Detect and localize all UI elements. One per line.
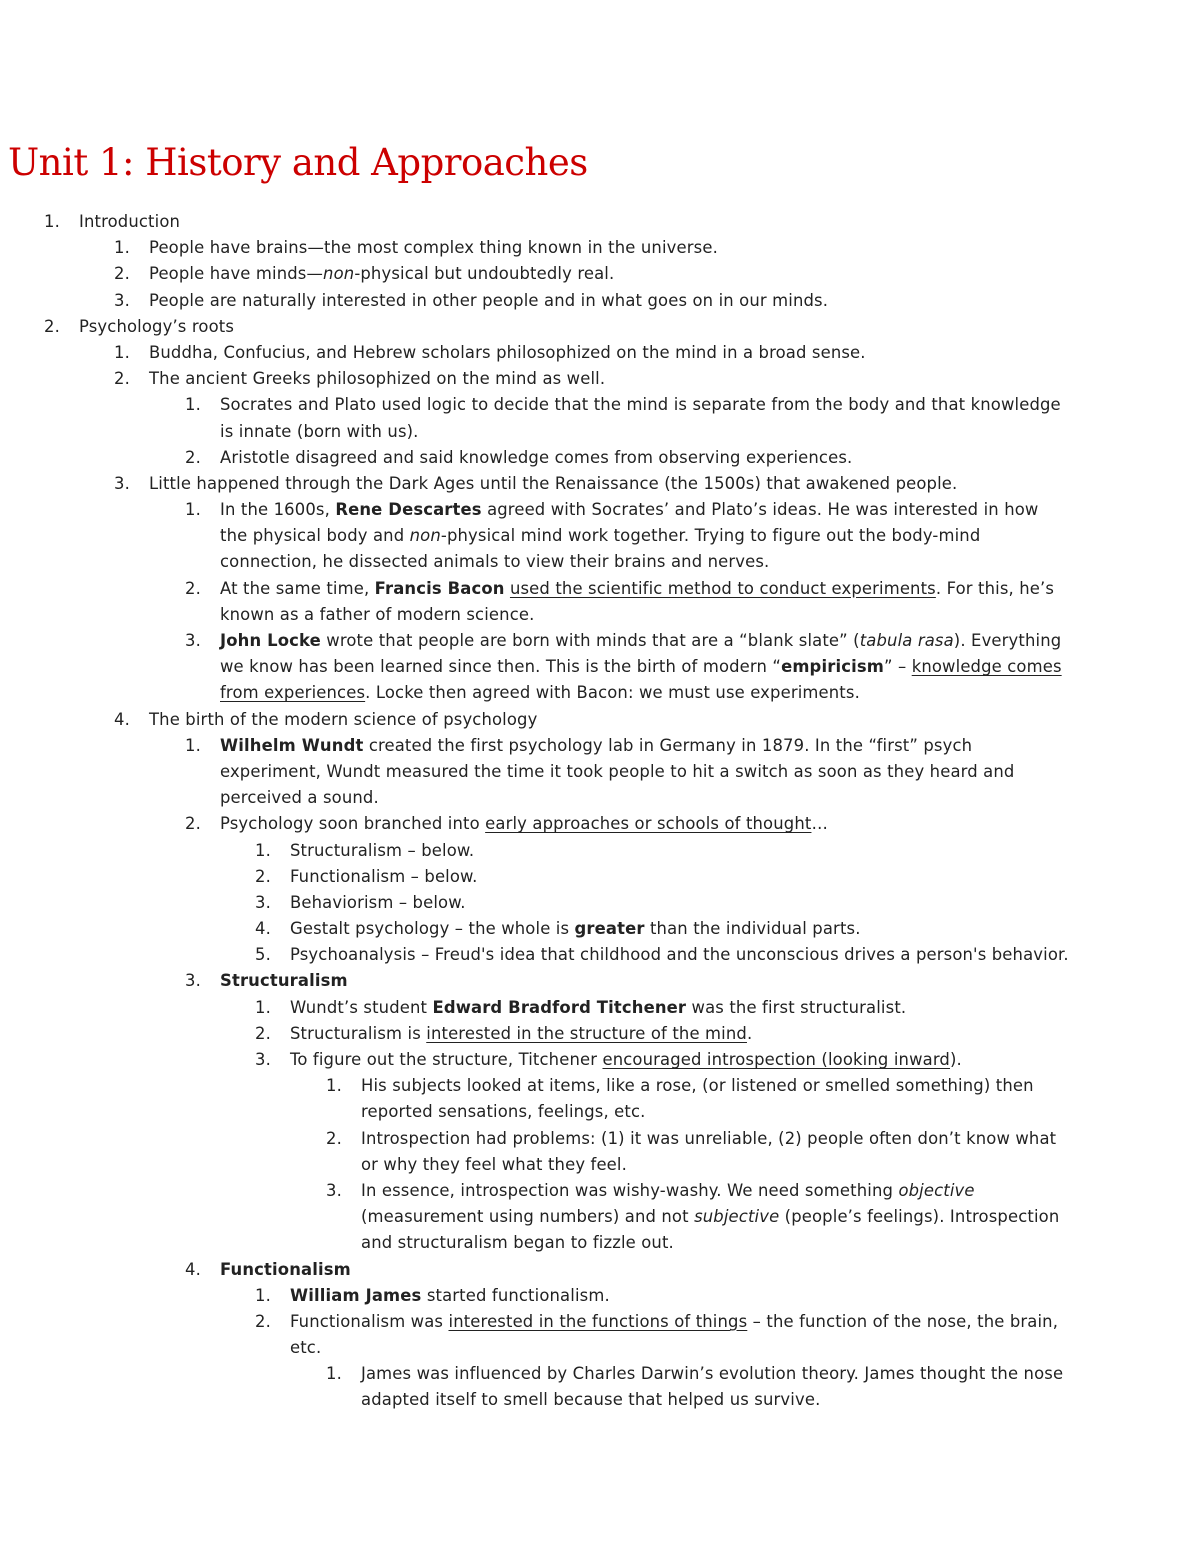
outline-line	[0, 1204, 1200, 1230]
list-item-text	[220, 811, 828, 837]
text-run: . Locke then agreed with Bacon: we must use experiments.	[365, 683, 860, 703]
text-run: perceived a sound.	[220, 788, 379, 808]
outline-line	[0, 628, 1200, 654]
list-item-text	[220, 968, 348, 994]
outline-line	[0, 1021, 1200, 1047]
bold-term: Wilhelm Wundt	[220, 735, 364, 755]
outline-line	[0, 995, 1200, 1021]
underlined-phrase: interested in the structure of the mind	[426, 1023, 747, 1043]
bold-term: Functionalism	[220, 1259, 351, 1279]
text-run: or why they feel what they feel.	[361, 1154, 627, 1174]
list-number: 1.	[326, 1364, 342, 1384]
underlined-phrase: interested in the functions of things	[448, 1311, 748, 1331]
text-run: agreed with Socrates’ and Plato’s ideas. He was interested in how	[481, 500, 1039, 520]
outline-line	[0, 549, 1200, 575]
outline-line	[0, 1047, 1200, 1073]
outline-line	[0, 1230, 1200, 1256]
list-item-text	[220, 549, 769, 575]
outline-line	[0, 707, 1200, 733]
outline-line	[0, 942, 1200, 968]
text-run: etc.	[290, 1338, 322, 1358]
list-item-text	[79, 209, 180, 235]
list-item-text	[290, 916, 861, 942]
list-item-text	[290, 838, 474, 864]
list-item-text	[361, 1073, 1034, 1099]
list-item-text	[220, 523, 980, 549]
list-number: 1.	[185, 395, 201, 415]
outline-line	[0, 340, 1200, 366]
outline-line	[0, 209, 1200, 235]
text-run: was the first structuralist.	[686, 997, 907, 1017]
text-run: To figure out the structure, Titchener	[290, 1050, 603, 1069]
bold-term: Rene Descartes	[335, 500, 482, 520]
outline-line	[0, 1283, 1200, 1309]
text-run: -physical but undoubtedly real.	[354, 264, 615, 284]
outline-line	[0, 759, 1200, 785]
bold-term: Edward Bradford Titchener	[432, 997, 687, 1017]
list-item-text	[220, 680, 860, 706]
text-run: Psychology’s roots	[79, 316, 235, 336]
text-run: . For this, he’s	[935, 578, 1055, 598]
list-item-text	[220, 733, 972, 759]
list-item-text	[290, 1335, 321, 1361]
outline-line	[0, 602, 1200, 628]
outline-line	[0, 497, 1200, 523]
bold-term: John Locke	[220, 631, 321, 650]
text-run: adapted itself to smell because that helped us survive.	[361, 1390, 821, 1410]
list-item-text	[361, 1178, 975, 1204]
list-item-text	[149, 288, 828, 314]
outline-line	[0, 654, 1200, 680]
bold-term: empiricism	[781, 657, 884, 677]
text-run: started functionalism.	[421, 1285, 610, 1305]
list-number: 1.	[114, 238, 130, 258]
outline-line	[0, 445, 1200, 471]
text-run: known as a father of modern science.	[220, 604, 535, 624]
underlined-phrase: encouraged introspection (looking inward	[602, 1050, 950, 1069]
list-number: 3.	[114, 473, 130, 493]
list-item-text	[220, 785, 379, 811]
list-item-text	[290, 1021, 752, 1047]
list-item-text	[290, 1283, 610, 1309]
outline-list	[0, 209, 1200, 1414]
list-number: 1.	[255, 840, 271, 860]
list-item-text	[361, 1204, 1059, 1230]
text-run: Little happened through the Dark Ages until the Renaissance (the 1500s) that awakened people.	[149, 473, 958, 493]
outline-line	[0, 1099, 1200, 1125]
text-run: His subjects looked at items, like a rose, (or listened or smelled something) then	[361, 1076, 1034, 1096]
list-number: 3.	[114, 290, 130, 310]
list-item-text	[149, 366, 605, 392]
text-run: Structuralism is	[290, 1023, 427, 1043]
outline-line	[0, 1361, 1200, 1387]
outline-line	[0, 733, 1200, 759]
outline-line	[0, 576, 1200, 602]
list-number: 1.	[255, 1285, 271, 1305]
text-run: – the function of the nose, the brain,	[747, 1311, 1059, 1331]
list-number: 4.	[114, 709, 130, 729]
list-item-text	[290, 1047, 962, 1073]
underlined-phrase: early approaches or schools of thought	[485, 814, 812, 834]
text-run: created the first psychology lab in Germany in 1879. In the “first” psych	[363, 735, 973, 755]
outline-line	[0, 1257, 1200, 1283]
text-run: Socrates and Plato used logic to decide that the mind is separate from the body and that knowledge	[220, 395, 1061, 415]
list-item-text	[290, 864, 477, 890]
list-number: 1.	[255, 997, 271, 1017]
outline-line	[0, 523, 1200, 549]
text-run: Gestalt psychology – the whole is	[290, 919, 575, 939]
outline-line	[0, 916, 1200, 942]
text-run: ” –	[883, 657, 912, 677]
list-number: 3.	[185, 631, 201, 650]
text-run: wrote that people are born with minds that are a “blank slate” (	[320, 631, 860, 650]
outline-line	[0, 680, 1200, 706]
text-run: James was influenced by Charles Darwin’s evolution theory. James thought the nose	[361, 1364, 1064, 1384]
list-item-text	[220, 628, 1061, 654]
outline-line	[0, 1387, 1200, 1413]
text-run: and structuralism began to fizzle out.	[361, 1233, 674, 1253]
text-run: Aristotle disagreed and said knowledge comes from observing experiences.	[220, 447, 853, 467]
outline-line	[0, 968, 1200, 994]
text-run: People have minds—	[149, 264, 324, 284]
text-run: ). Everything	[953, 631, 1062, 650]
list-item-text	[220, 445, 852, 471]
text-run: The ancient Greeks philosophized on the mind as well.	[149, 369, 606, 389]
text-run: The birth of the modern science of psychology	[149, 709, 538, 729]
outline-line	[0, 1126, 1200, 1152]
outline-line	[0, 1152, 1200, 1178]
outline-line	[0, 261, 1200, 287]
list-number: 1.	[44, 212, 60, 231]
list-number: 2.	[255, 866, 271, 886]
list-number: 2.	[114, 369, 130, 389]
list-number: 1.	[185, 735, 201, 755]
outline-line	[0, 314, 1200, 340]
text-run: Introduction	[79, 212, 181, 231]
bold-term: William James	[290, 1285, 422, 1305]
list-item-text	[220, 419, 419, 445]
list-number: 2.	[185, 814, 201, 834]
outline-line	[0, 811, 1200, 837]
list-item-text	[290, 890, 466, 916]
outline-line	[0, 890, 1200, 916]
list-item-text	[361, 1126, 1056, 1152]
list-item-text	[149, 471, 957, 497]
list-item-text	[220, 497, 1038, 523]
list-number: 2.	[185, 578, 201, 598]
list-item-text	[149, 707, 537, 733]
text-run: -physical mind work together. Trying to figure out the body-mind	[440, 526, 981, 546]
list-item-text	[290, 1309, 1058, 1335]
underlined-phrase: knowledge comes	[911, 657, 1062, 677]
text-run: Behaviorism – below.	[290, 892, 466, 912]
text-run: (people’s feelings). Introspection	[779, 1207, 1060, 1227]
italic-term: non	[409, 526, 441, 546]
list-item-text	[220, 654, 1062, 680]
list-number: 2.	[185, 447, 201, 467]
text-run: .	[746, 1023, 753, 1043]
text-run: experiment, Wundt measured the time it took people to hit a switch as soon as they heard and	[220, 761, 1015, 781]
text-run: Structuralism – below.	[290, 840, 475, 860]
list-item-text	[290, 942, 1069, 968]
list-number: 3.	[326, 1180, 342, 1200]
text-run: the physical body and	[220, 526, 410, 546]
list-number: 2.	[114, 264, 130, 284]
text-run: than the individual parts.	[644, 919, 861, 939]
text-run: At the same time,	[220, 578, 375, 598]
list-item-text	[361, 1387, 820, 1413]
outline-line	[0, 864, 1200, 890]
list-item-text	[220, 1257, 351, 1283]
list-item-text	[361, 1230, 674, 1256]
outline-line	[0, 366, 1200, 392]
list-item-text	[290, 995, 906, 1021]
text-run: People are naturally interested in other people and in what goes on in our minds.	[149, 290, 829, 310]
text-run: In the 1600s,	[220, 500, 336, 520]
list-number: 5.	[255, 945, 271, 965]
outline-line	[0, 392, 1200, 418]
bold-term: Structuralism	[220, 971, 348, 991]
text-run: In essence, introspection was wishy-washy. We need something	[361, 1180, 899, 1200]
outline-line	[0, 235, 1200, 261]
list-number: 2.	[255, 1023, 271, 1043]
outline-line	[0, 1309, 1200, 1335]
outline-line	[0, 419, 1200, 445]
list-item-text	[149, 261, 614, 287]
italic-term: objective	[898, 1180, 975, 1200]
page-title: Unit 1: History and Approaches	[8, 141, 588, 184]
list-number: 4.	[255, 919, 271, 939]
text-run: connection, he dissected animals to view their brains and nerves.	[220, 552, 770, 572]
list-item-text	[79, 314, 234, 340]
list-number: 4.	[185, 1259, 201, 1279]
list-item-text	[361, 1099, 646, 1125]
italic-term: subjective	[694, 1207, 780, 1227]
text-run: …	[811, 814, 828, 834]
list-item-text	[220, 602, 534, 628]
list-number: 2.	[255, 1311, 271, 1331]
text-run: Introspection had problems: (1) it was unreliable, (2) people often don’t know what	[361, 1128, 1057, 1148]
text-run: reported sensations, feelings, etc.	[361, 1102, 646, 1122]
list-item-text	[220, 576, 1054, 602]
outline-line	[0, 288, 1200, 314]
text-run: Functionalism – below.	[290, 866, 478, 886]
text-run: People have brains—the most complex thing known in the universe.	[149, 238, 718, 258]
italic-term: non	[323, 264, 355, 284]
text-run: is innate (born with us).	[220, 421, 419, 441]
list-number: 3.	[255, 892, 271, 912]
bold-term: greater	[574, 919, 645, 939]
list-number: 1.	[114, 342, 130, 362]
list-number: 3.	[255, 1050, 271, 1069]
text-run: Functionalism was	[290, 1311, 449, 1331]
text-run: ).	[949, 1050, 962, 1069]
list-item-text	[149, 340, 866, 366]
list-number: 2.	[326, 1128, 342, 1148]
outline-line	[0, 838, 1200, 864]
text-run: Wundt’s student	[290, 997, 433, 1017]
list-item-text	[361, 1152, 627, 1178]
list-item-text	[361, 1361, 1063, 1387]
list-number: 3.	[185, 971, 201, 991]
list-number: 1.	[326, 1076, 342, 1096]
text-run: (measurement using numbers) and not	[361, 1207, 695, 1227]
list-item-text	[220, 392, 1061, 418]
list-item-text	[220, 759, 1014, 785]
list-number: 2.	[44, 316, 60, 336]
text-run: Psychoanalysis – Freud's idea that childhood and the unconscious drives a person's behavior.	[290, 945, 1069, 965]
italic-term: tabula rasa	[859, 631, 954, 650]
outline-line	[0, 1073, 1200, 1099]
text-run: Psychology soon branched into	[220, 814, 486, 834]
text-run: Buddha, Confucius, and Hebrew scholars philosophized on the mind in a broad sense.	[149, 342, 866, 362]
underlined-phrase: used the scientific method to conduct experiments	[509, 578, 936, 598]
list-number: 1.	[185, 500, 201, 520]
outline-line	[0, 1335, 1200, 1361]
text-run: we know has been learned since then. This is the birth of modern “	[220, 657, 782, 677]
bold-term: Francis Bacon	[374, 578, 505, 598]
list-item-text	[149, 235, 718, 261]
outline-line	[0, 471, 1200, 497]
outline-line	[0, 785, 1200, 811]
underlined-phrase: from experiences	[220, 683, 366, 703]
outline-line	[0, 1178, 1200, 1204]
